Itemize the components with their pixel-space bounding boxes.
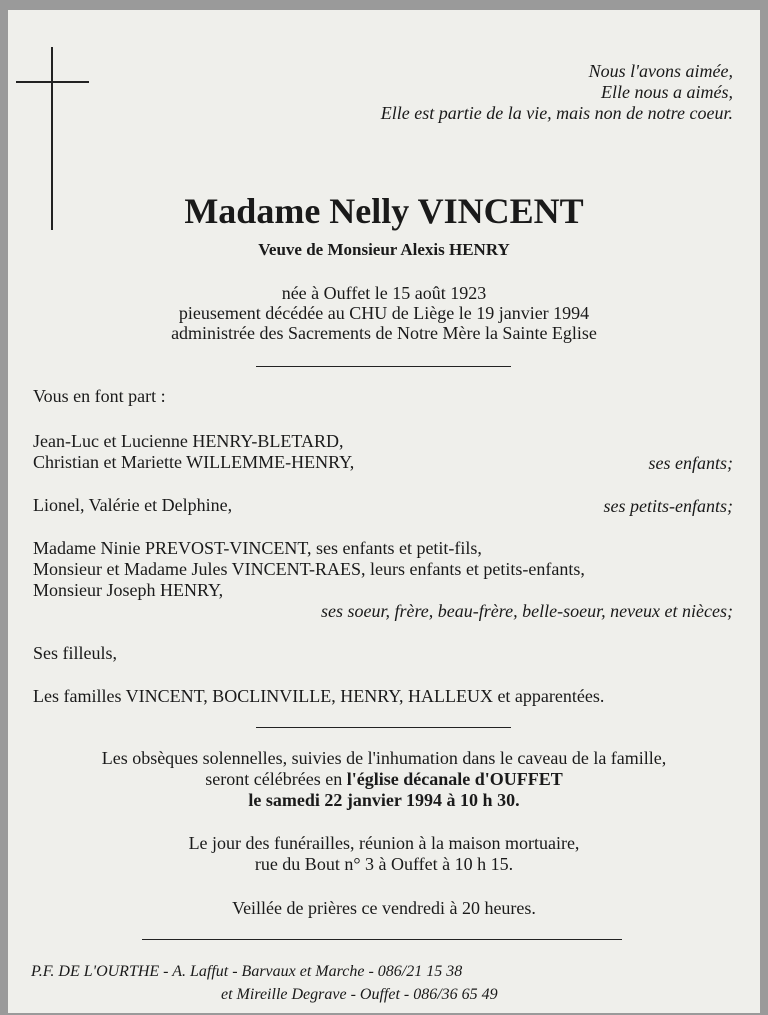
epitaph bbox=[381, 61, 733, 124]
divider bbox=[142, 939, 622, 940]
deceased-name: Madame Nelly VINCENT bbox=[184, 191, 584, 231]
grandchildren-line: Lionel, Valérie et Delphine, bbox=[33, 495, 233, 515]
families-line: Les familles VINCENT, BOCLINVILLE, HENRY, HALLEUX et apparentées. bbox=[33, 686, 605, 706]
gathering-line: Le jour des funérailles, réunion à la maison mortuaire, bbox=[188, 833, 580, 853]
ceremony-place-line bbox=[8, 769, 760, 790]
funeral-home-line2: et Mireille Degrave - Ouffet - 086/36 65 49 bbox=[221, 986, 498, 1003]
child-line: Christian et Mariette WILLEMME-HENRY, bbox=[33, 452, 355, 472]
sibling-line: Monsieur Joseph HENRY, bbox=[33, 580, 224, 600]
child-line: Jean-Luc et Lucienne HENRY-BLETARD, bbox=[33, 431, 344, 451]
siblings-relation: ses soeur, frère, beau-frère, belle-soeur, neveux et nièces; bbox=[320, 601, 733, 621]
children-relation: ses enfants; bbox=[648, 453, 733, 473]
sibling-line: Madame Ninie PREVOST-VINCENT, ses enfants et petit-fils, bbox=[33, 538, 482, 558]
ceremony-place: l'église décanale d'OUFFET bbox=[346, 769, 563, 789]
intro: Vous en font part : bbox=[33, 386, 166, 406]
ceremony-prefix: seront célébrées en bbox=[205, 769, 347, 789]
funeral-home-line: P.F. DE L'OURTHE - A. Laffut - Barvaux et Marche - 086/21 15 38 bbox=[31, 963, 463, 980]
mourning-card bbox=[8, 10, 760, 1013]
sibling-line: Monsieur et Madame Jules VINCENT-RAES, leurs enfants et petits-enfants, bbox=[33, 559, 585, 579]
ceremony-line: Les obsèques solennelles, suivies de l'inhumation dans le caveau de la famille, bbox=[101, 748, 667, 768]
divider bbox=[256, 727, 511, 728]
dates-block bbox=[8, 283, 760, 343]
cross-icon-bar bbox=[16, 81, 89, 83]
sacraments-line: administrée des Sacrements de Notre Mère la Sainte Eglise bbox=[171, 323, 597, 343]
epitaph-line: Elle est partie de la vie, mais non de notre coeur. bbox=[380, 103, 733, 123]
divider bbox=[256, 366, 511, 367]
epitaph-line: Nous l'avons aimée, bbox=[588, 61, 733, 81]
death-line: pieusement décédée au CHU de Liège le 19 janvier 1994 bbox=[178, 303, 590, 323]
vigil-line: Veillée de prières ce vendredi à 20 heures. bbox=[232, 898, 536, 918]
birth-line: née à Ouffet le 15 août 1923 bbox=[281, 283, 487, 303]
ceremony-date: le samedi 22 janvier 1994 à 10 h 30. bbox=[248, 790, 520, 810]
grandchildren-relation: ses petits-enfants; bbox=[603, 496, 733, 516]
epitaph-line: Elle nous a aimés, bbox=[601, 82, 733, 102]
godchildren-line: Ses filleuls, bbox=[33, 643, 117, 663]
widow-of: Veuve de Monsieur Alexis HENRY bbox=[258, 240, 510, 259]
gathering-address: rue du Bout n° 3 à Ouffet à 10 h 15. bbox=[254, 854, 514, 874]
